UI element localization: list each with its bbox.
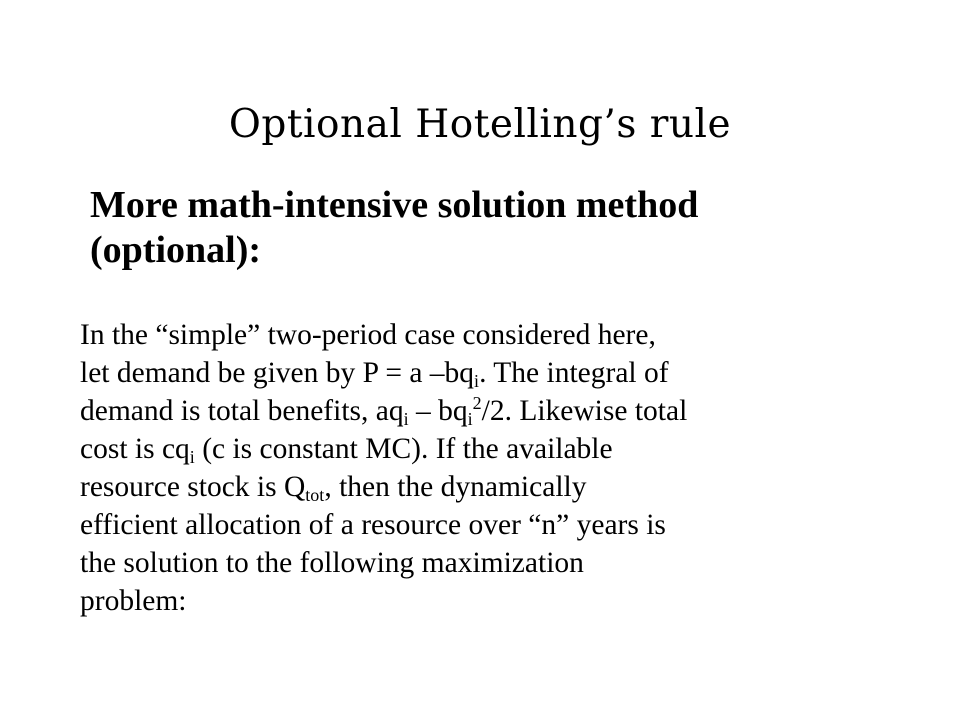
body-text: problem: bbox=[80, 585, 187, 617]
body-line-1 bbox=[80, 316, 870, 354]
body-line-8 bbox=[80, 582, 870, 620]
slide-title: Optional Hotelling’s rule bbox=[228, 102, 732, 147]
body-line-3 bbox=[80, 392, 870, 430]
slide-subtitle bbox=[90, 183, 890, 273]
body-text: the solution to the following maximization bbox=[80, 547, 584, 579]
body-text: . The integral of bbox=[479, 357, 669, 389]
body-paragraph bbox=[80, 316, 870, 620]
body-text: – bq bbox=[408, 395, 468, 427]
subscript: i bbox=[467, 409, 473, 429]
subscript: i bbox=[403, 409, 409, 429]
body-line-6 bbox=[80, 506, 870, 544]
body-line-2 bbox=[80, 354, 870, 392]
body-line-5 bbox=[80, 468, 870, 506]
body-text: let demand be given by P = a –bq bbox=[80, 357, 475, 389]
subscript: i bbox=[189, 447, 195, 467]
body-text: cost is cq bbox=[80, 433, 190, 465]
body-line-4 bbox=[80, 430, 870, 468]
subscript: tot bbox=[305, 485, 325, 505]
body-text: In the “simple” two-period case considered here, bbox=[80, 319, 656, 351]
body-text: , then the dynamically bbox=[324, 471, 587, 503]
body-text: resource stock is Q bbox=[80, 471, 306, 503]
subscript: i bbox=[474, 371, 480, 391]
body-line-7 bbox=[80, 544, 870, 582]
superscript: 2 bbox=[472, 393, 482, 413]
subtitle-line-1: More math-intensive solution method bbox=[90, 184, 699, 226]
body-text: efficient allocation of a resource over “n” years is bbox=[80, 509, 666, 541]
body-text: demand is total benefits, aq bbox=[80, 395, 404, 427]
body-text: (c is constant MC). If the available bbox=[194, 433, 613, 465]
body-text: /2. Likewise total bbox=[481, 395, 688, 427]
subtitle-line-2: (optional): bbox=[90, 229, 261, 271]
